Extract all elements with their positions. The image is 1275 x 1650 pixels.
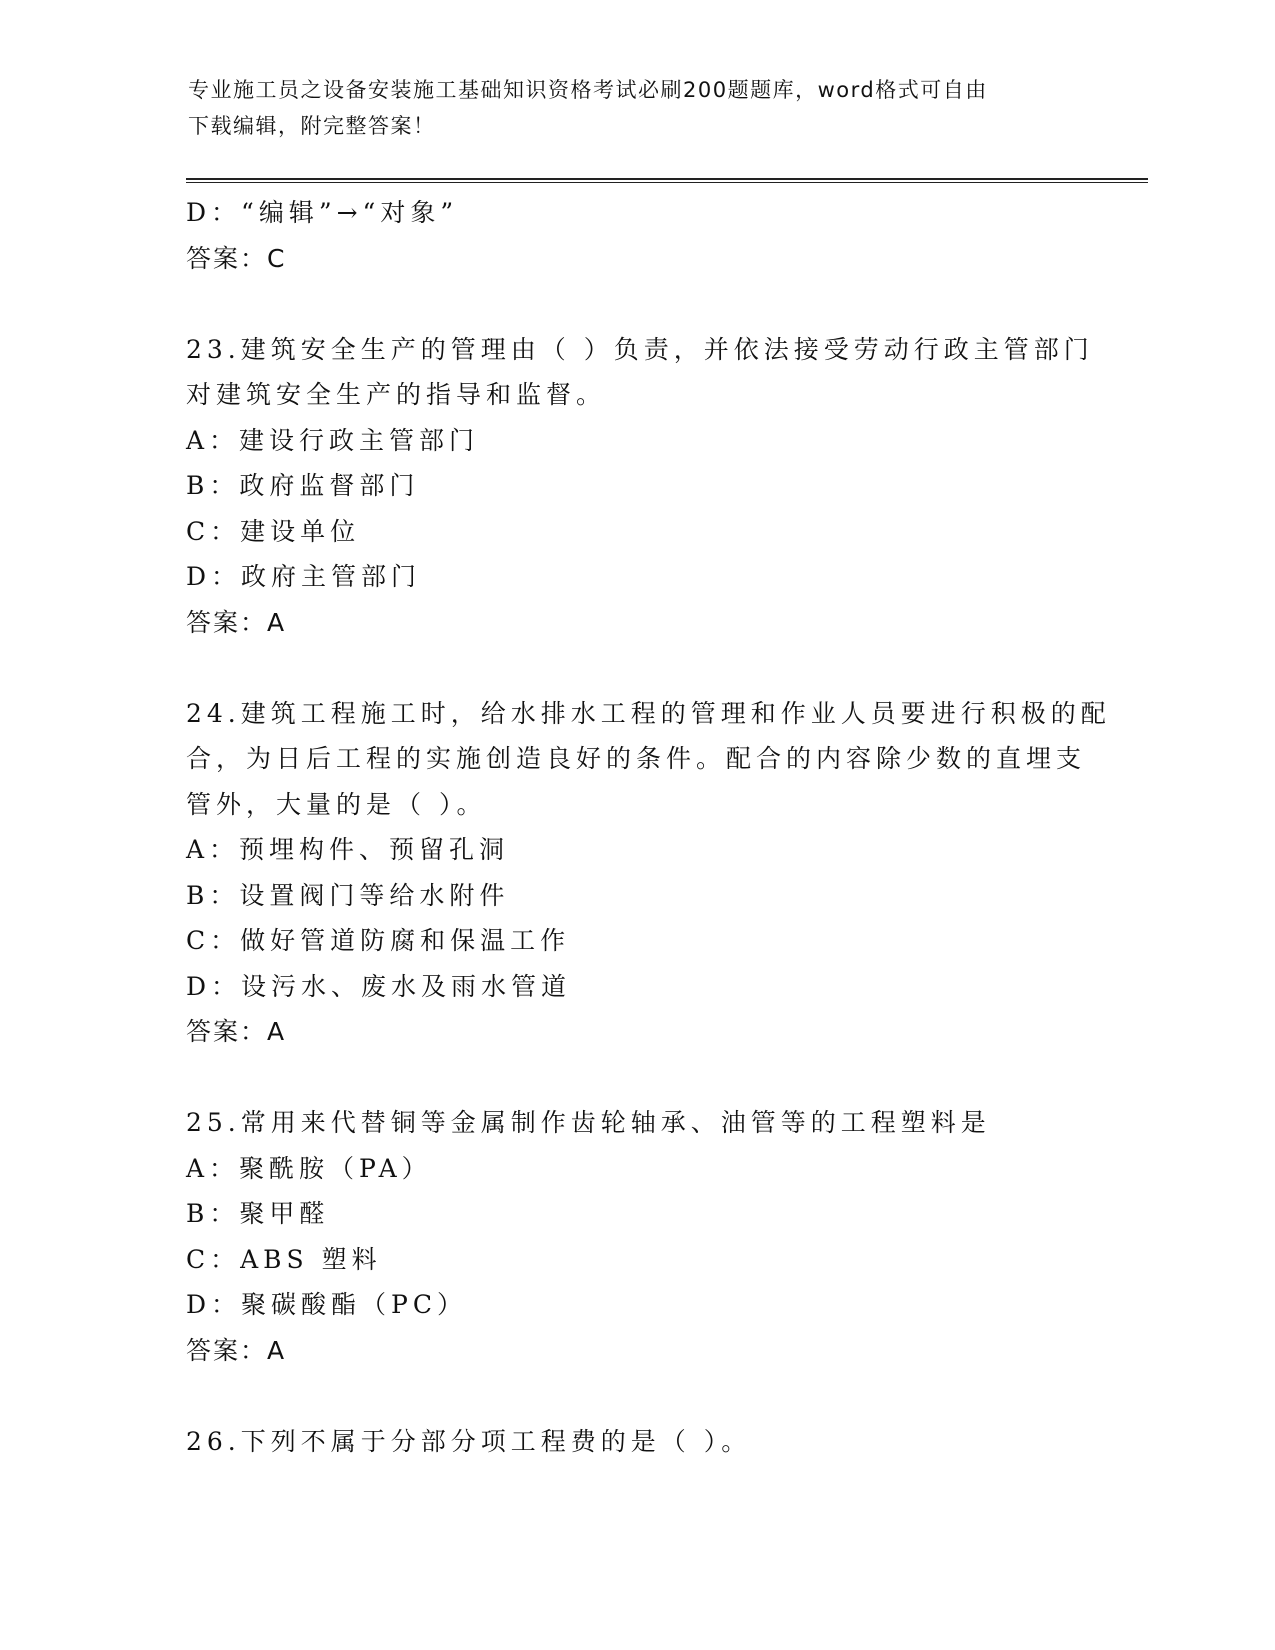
option-c: C：建设单位 [186, 516, 361, 546]
option-c: C：做好管道防腐和保温工作 [186, 926, 571, 955]
question-text-line: 合，为日后工程的实施创造良好的条件。配合的内容除少数的直埋支 [186, 744, 1087, 773]
question-25 [186, 1100, 1086, 1373]
answer: 答案：C [186, 243, 287, 273]
header-line-2: 下载编辑，附完整答案！ [188, 114, 436, 138]
option-d: D：“编辑”→“对象” [186, 198, 459, 227]
question-text-line: 23.建筑安全生产的管理由（ ）负责，并依法接受劳动行政主管部门 [186, 334, 1094, 364]
spacer [186, 645, 1086, 691]
option-a: A：建设行政主管部门 [186, 425, 480, 455]
question-text-line: 25.常用来代替铜等金属制作齿轮轴承、油管等的工程塑料是 [186, 1108, 991, 1137]
question-text-line: 对建筑安全生产的指导和监督。 [186, 380, 607, 409]
question-26 [186, 1419, 1086, 1465]
answer: 答案：A [186, 1335, 287, 1365]
answer: 答案：A [186, 1017, 287, 1046]
option-a: A：预埋构件、预留孔洞 [186, 835, 510, 864]
option-a: A：聚酰胺（PA） [186, 1153, 432, 1183]
question-text-line: 管外，大量的是（ ）。 [186, 789, 487, 819]
option-c: C：ABS 塑料 [186, 1244, 382, 1274]
page-header [188, 72, 1088, 144]
option-b: B：政府监督部门 [186, 471, 420, 500]
header-line-1: 专业施工员之设备安装施工基础知识资格考试必刷200题题库，word格式可自由 [188, 78, 988, 102]
header-double-rule [186, 178, 1148, 183]
spacer [186, 1373, 1086, 1419]
spacer [186, 281, 1086, 327]
document-body [186, 190, 1111, 1464]
option-b: B：设置阀门等给水附件 [186, 880, 510, 910]
spacer [186, 1055, 1086, 1101]
question-text-line: 26.下列不属于分部分项工程费的是（ ）。 [186, 1426, 752, 1456]
question-22-tail [186, 190, 1086, 281]
option-d: D：设污水、废水及雨水管道 [186, 971, 572, 1001]
option-d: D：政府主管部门 [186, 562, 422, 591]
option-d: D：聚碳酸酯（PC） [186, 1290, 467, 1319]
question-text-line: 24.建筑工程施工时，给水排水工程的管理和作业人员要进行积极的配 [186, 698, 1111, 728]
question-24 [186, 691, 1111, 1055]
answer: 答案：A [186, 607, 287, 637]
question-23 [186, 327, 1094, 646]
option-b: B：聚甲醛 [186, 1199, 330, 1228]
